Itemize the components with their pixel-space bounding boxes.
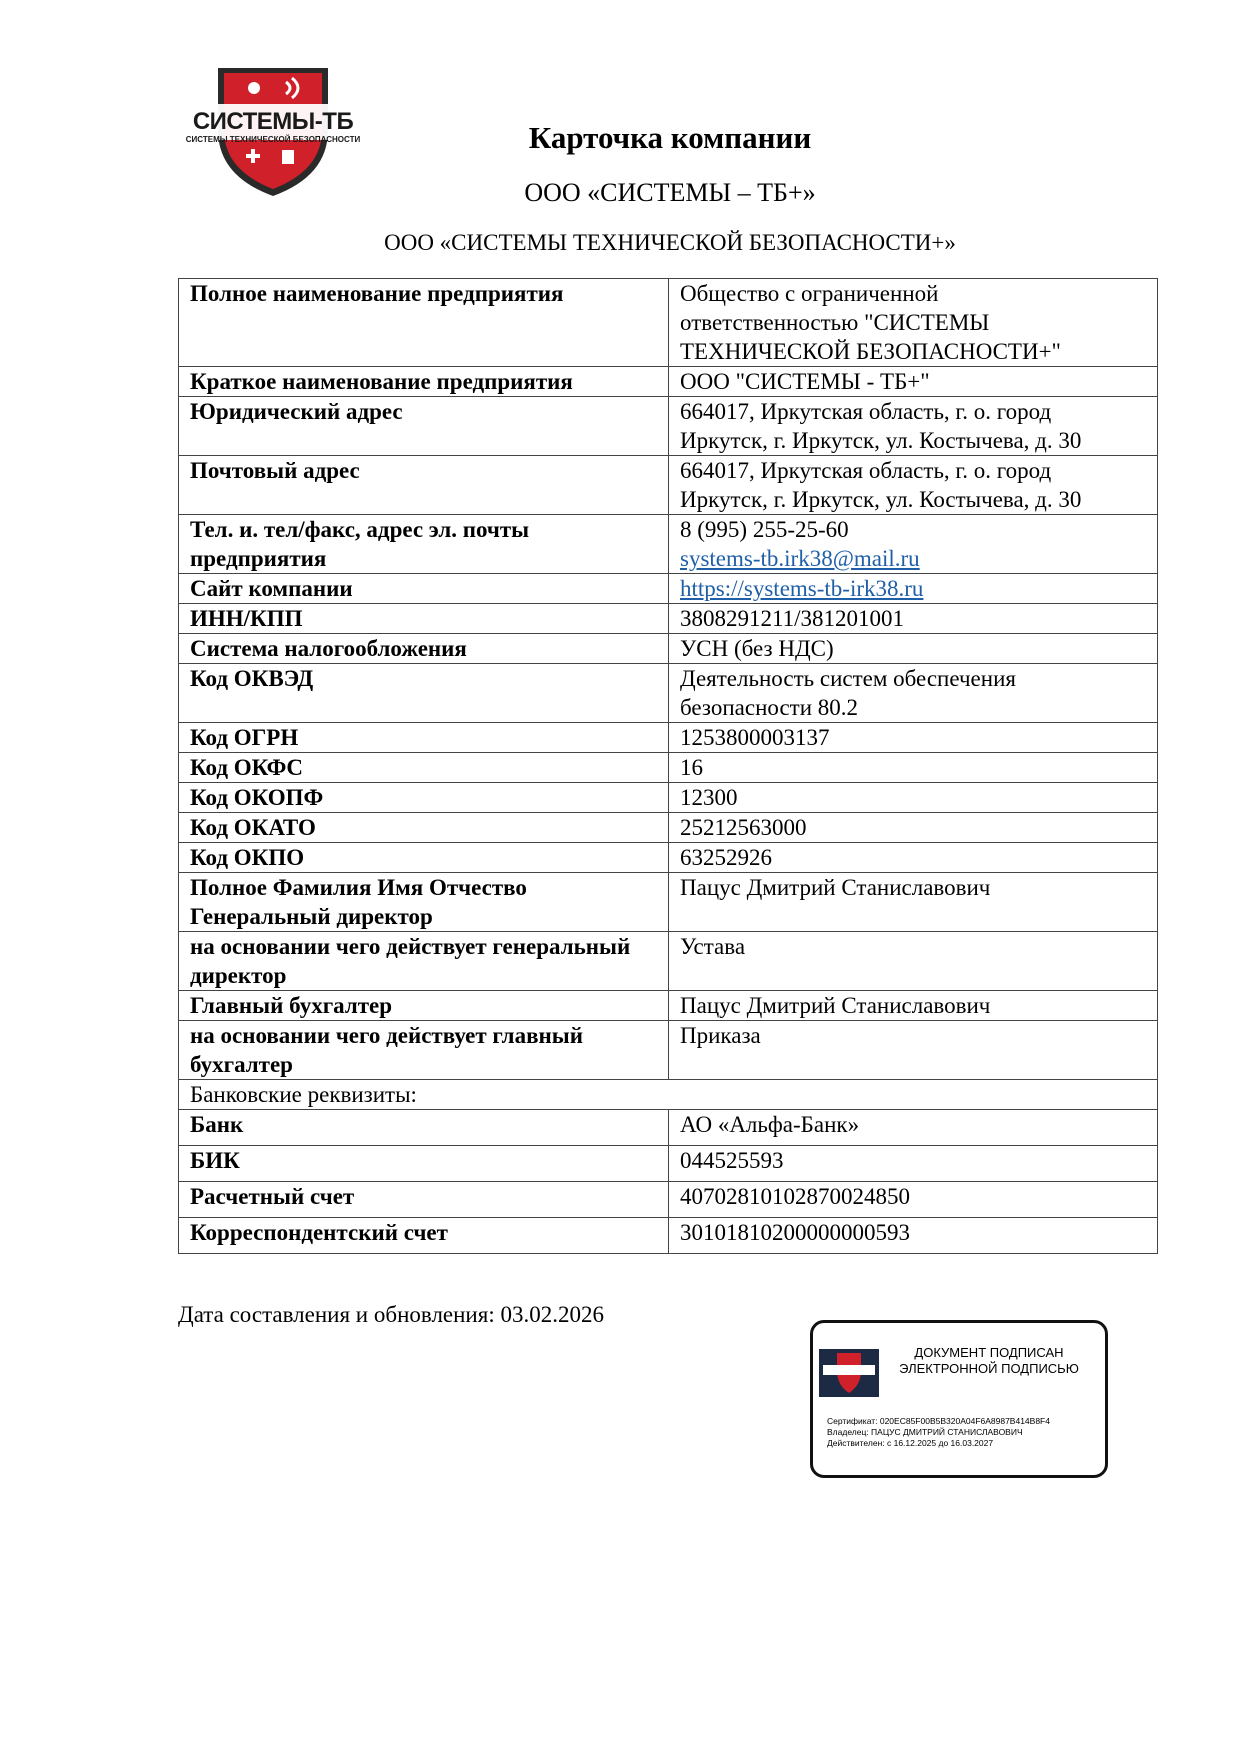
table-row [179, 515, 1158, 574]
row-value: 16 [669, 753, 1158, 783]
bank-section-label: Банковские реквизиты: [179, 1080, 1158, 1110]
row-label: Система налогообложения [179, 634, 669, 664]
table-row [179, 813, 1158, 843]
table-row [179, 843, 1158, 873]
row-value: Пацус Дмитрий Станиславович [669, 991, 1158, 1021]
table-row [179, 397, 1158, 456]
logo-tagline: СИСТЕМЫ ТЕХНИЧЕСКОЙ БЕЗОПАСНОСТИ [185, 135, 361, 144]
bank-section-row [179, 1080, 1158, 1110]
row-value: 044525593 [669, 1146, 1158, 1182]
row-label: ИНН/КПП [179, 604, 669, 634]
table-row [179, 634, 1158, 664]
row-label: Почтовый адрес [179, 456, 669, 515]
row-label: Код ОКФС [179, 753, 669, 783]
email-link[interactable]: systems-tb.irk38@mail.ru [680, 546, 920, 571]
row-label: Тел. и. тел/факс, адрес эл. почты предприятия [179, 515, 669, 574]
company-full-name: ООО «СИСТЕМЫ ТЕХНИЧЕСКОЙ БЕЗОПАСНОСТИ+» [384, 230, 956, 255]
row-value: 63252926 [669, 843, 1158, 873]
row-label: Банк [179, 1110, 669, 1146]
row-label: Код ОКВЭД [179, 664, 669, 723]
table-row [179, 367, 1158, 397]
table-row [179, 1218, 1158, 1254]
details-body [179, 279, 1158, 1254]
row-label: Расчетный счет [179, 1182, 669, 1218]
table-row [179, 664, 1158, 723]
row-value [669, 397, 1158, 456]
row-value: Приказа [669, 1021, 1158, 1080]
stamp-line2: ЭЛЕКТРОННОЙ ПОДПИСЬЮ [899, 1361, 1079, 1376]
table-row [179, 991, 1158, 1021]
row-label: Код ОКАТО [179, 813, 669, 843]
row-label: Код ОКОПФ [179, 783, 669, 813]
table-row [179, 456, 1158, 515]
stamp-line1: ДОКУМЕНТ ПОДПИСАН [914, 1345, 1064, 1360]
row-value: УСН (без НДС) [669, 634, 1158, 664]
value-line: ответственностью "СИСТЕМЫ [680, 310, 990, 335]
shield-icon [819, 1349, 879, 1397]
table-row [179, 1021, 1158, 1080]
table-row [179, 873, 1158, 932]
page-title: Карточка компании [528, 120, 812, 155]
table-row [179, 783, 1158, 813]
row-label: Корреспондентский счет [179, 1218, 669, 1254]
table-row [179, 604, 1158, 634]
logo-name: СИСТЕМЫ-ТБ [192, 108, 354, 135]
table-row [179, 932, 1158, 991]
company-short-name: ООО «СИСТЕМЫ – ТБ+» [524, 178, 816, 207]
stamp-heading [873, 1345, 1105, 1377]
stamp-logo [819, 1349, 879, 1397]
row-value: ООО "СИСТЕМЫ - ТБ+" [669, 367, 1158, 397]
row-label: на основании чего действует главный бухгалтер [179, 1021, 669, 1080]
row-label: Сайт компании [179, 574, 669, 604]
row-value [669, 664, 1158, 723]
row-label: Полное Фамилия Имя Отчество Генеральный директор [179, 873, 669, 932]
value-line: безопасности 80.2 [680, 695, 859, 720]
row-label: Код ОГРН [179, 723, 669, 753]
value-line: ТЕХНИЧЕСКОЙ БЕЗОПАСНОСТИ+" [680, 339, 1061, 364]
value-line: Общество с ограниченной [680, 281, 939, 306]
row-value: 30101810200000000593 [669, 1218, 1158, 1254]
value-line: Иркутск, г. Иркутск, ул. Костычева, д. 30 [680, 428, 1082, 453]
table-row [179, 1110, 1158, 1146]
row-label: Полное наименование предприятия [179, 279, 669, 367]
row-value [669, 456, 1158, 515]
table-row [179, 279, 1158, 367]
website-link[interactable]: https://systems-tb-irk38.ru [680, 576, 924, 601]
row-label: на основании чего действует генеральный директор [179, 932, 669, 991]
signature-stamp [810, 1320, 1108, 1478]
row-label: Код ОКПО [179, 843, 669, 873]
value-line: 664017, Иркутская область, г. о. город [680, 399, 1052, 424]
row-label: Главный бухгалтер [179, 991, 669, 1021]
value-line: Деятельность систем обеспечения [680, 666, 1016, 691]
row-label: Краткое наименование предприятия [179, 367, 669, 397]
table-row [179, 574, 1158, 604]
row-value: 25212563000 [669, 813, 1158, 843]
company-details-table [178, 278, 1158, 1254]
row-value: Пацус Дмитрий Станиславович [669, 873, 1158, 932]
row-label: Юридический адрес [179, 397, 669, 456]
table-row [179, 753, 1158, 783]
row-value: Устава [669, 932, 1158, 991]
row-value: 1253800003137 [669, 723, 1158, 753]
row-value: АО «Альфа-Банк» [669, 1110, 1158, 1146]
row-label: БИК [179, 1146, 669, 1182]
table-row [179, 723, 1158, 753]
row-value [669, 574, 1158, 604]
row-value: 3808291211/381201001 [669, 604, 1158, 634]
value-line: Иркутск, г. Иркутск, ул. Костычева, д. 30 [680, 487, 1082, 512]
value-line: 664017, Иркутская область, г. о. город [680, 458, 1052, 483]
stamp-certificate: Сертификат: 020EC85F00B5B320A04F6A8987B414B8F4 [827, 1416, 1050, 1426]
row-value [669, 279, 1158, 367]
phone-value: 8 (995) 255-25-60 [680, 517, 849, 542]
update-date: Дата составления и обновления: 03.02.2026 [178, 1302, 604, 1327]
stamp-owner: Владелец: ПАЦУС ДМИТРИЙ СТАНИСЛАВОВИЧ [827, 1427, 1023, 1437]
row-value: 40702810102870024850 [669, 1182, 1158, 1218]
table-row [179, 1182, 1158, 1218]
stamp-validity: Действителен: с 16.12.2025 до 16.03.2027 [827, 1438, 994, 1448]
row-value: 12300 [669, 783, 1158, 813]
row-value [669, 515, 1158, 574]
table-row [179, 1146, 1158, 1182]
